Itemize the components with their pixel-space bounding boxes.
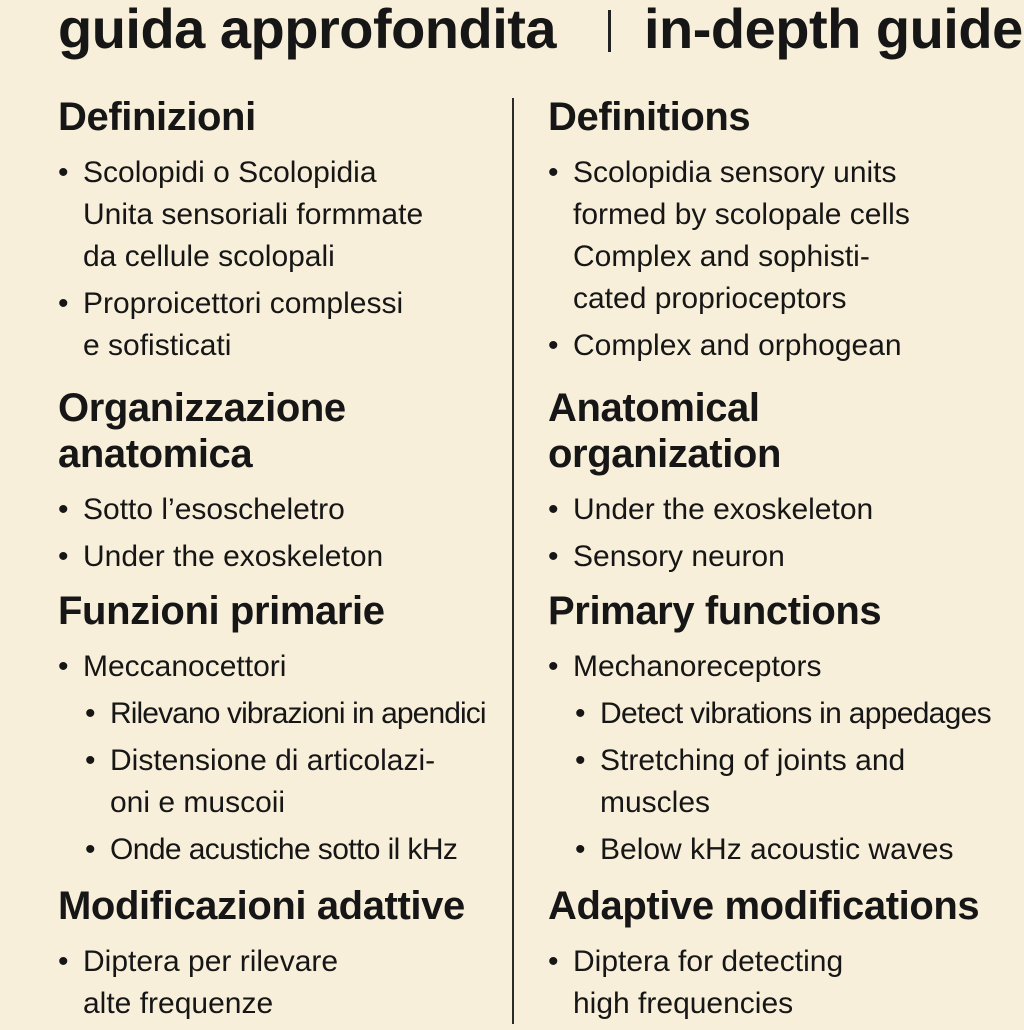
list-item: • Proproicettori complessi e sofisticati [58,283,498,367]
funzioni-list [58,646,498,871]
section-adaptive-modifications [548,883,1014,1025]
section-definitions [548,94,1014,367]
section-anatomical [548,385,1014,578]
heading-organizzazione-anatomica: Organizzazione anatomica [58,386,346,476]
list-item: • Under the exoskeleton [58,536,498,578]
anatomical-list [548,489,1014,578]
sub-list-item: • Rilevano vibrazioni in apendici [85,693,498,735]
list-item: • Scolopidi o Scolopidia Unita sensoriali formmate da cellule scolopali [58,152,498,278]
title-english: in-depth guide [644,0,1023,60]
section-modificazioni [58,883,498,1025]
heading-definitions: Definitions [548,95,751,139]
section-definizioni [58,94,498,367]
list-item: • Under the exoskeleton [548,489,1014,531]
heading-definizioni: Definizioni [58,95,256,139]
adaptive-modifications-list [548,941,1014,1025]
primary-functions-list [548,646,1014,871]
section-funzioni [58,588,498,871]
heading-anatomical-organization: Anatomical organization [548,386,781,476]
italian-column [58,94,498,1030]
sub-list-item: • Below kHz acoustic waves [575,829,1014,871]
english-column [548,94,1014,1030]
heading-adaptive-modifications: Adaptive modifications [548,884,980,928]
list-item: • Diptera for detecting high frequencies [548,941,1014,1025]
modificazioni-list [58,941,498,1025]
list-item: • Sensory neuron [548,536,1014,578]
list-item: • Mechanoreceptors [548,646,1014,688]
section-primary-functions [548,588,1014,871]
column-divider [512,98,514,1024]
title-italian: guida approfondita [58,0,557,60]
definizioni-list [58,152,498,367]
sub-list-item: • Distensione di articolazi- oni e muscoii [85,740,498,824]
section-organizzazione [58,385,498,578]
organizzazione-list [58,489,498,578]
heading-funzioni-primarie: Funzioni primarie [58,589,385,633]
list-item: • Diptera per rilevare alte frequenze [58,941,498,1025]
heading-primary-functions: Primary functions [548,589,882,633]
definitions-list [548,152,1014,367]
list-item: • Complex and orphogean [548,325,1014,367]
sub-list-item: • Stretching of joints and muscles [575,740,1014,824]
sub-list-item: • Onde acustiche sotto il kHz [85,829,498,871]
list-item: • Sotto l’esoscheletro [58,489,498,531]
title-separator [608,10,611,52]
list-item: • Scolopidia sensory units formed by scolopale cells Complex and sophisti- cated proprioceptors [548,152,1014,320]
heading-modificazioni-adattive: Modificazioni adattive [58,884,465,928]
list-item: • Meccanocettori [58,646,498,688]
sub-list-item: • Detect vibrations in appedages [575,693,1014,735]
